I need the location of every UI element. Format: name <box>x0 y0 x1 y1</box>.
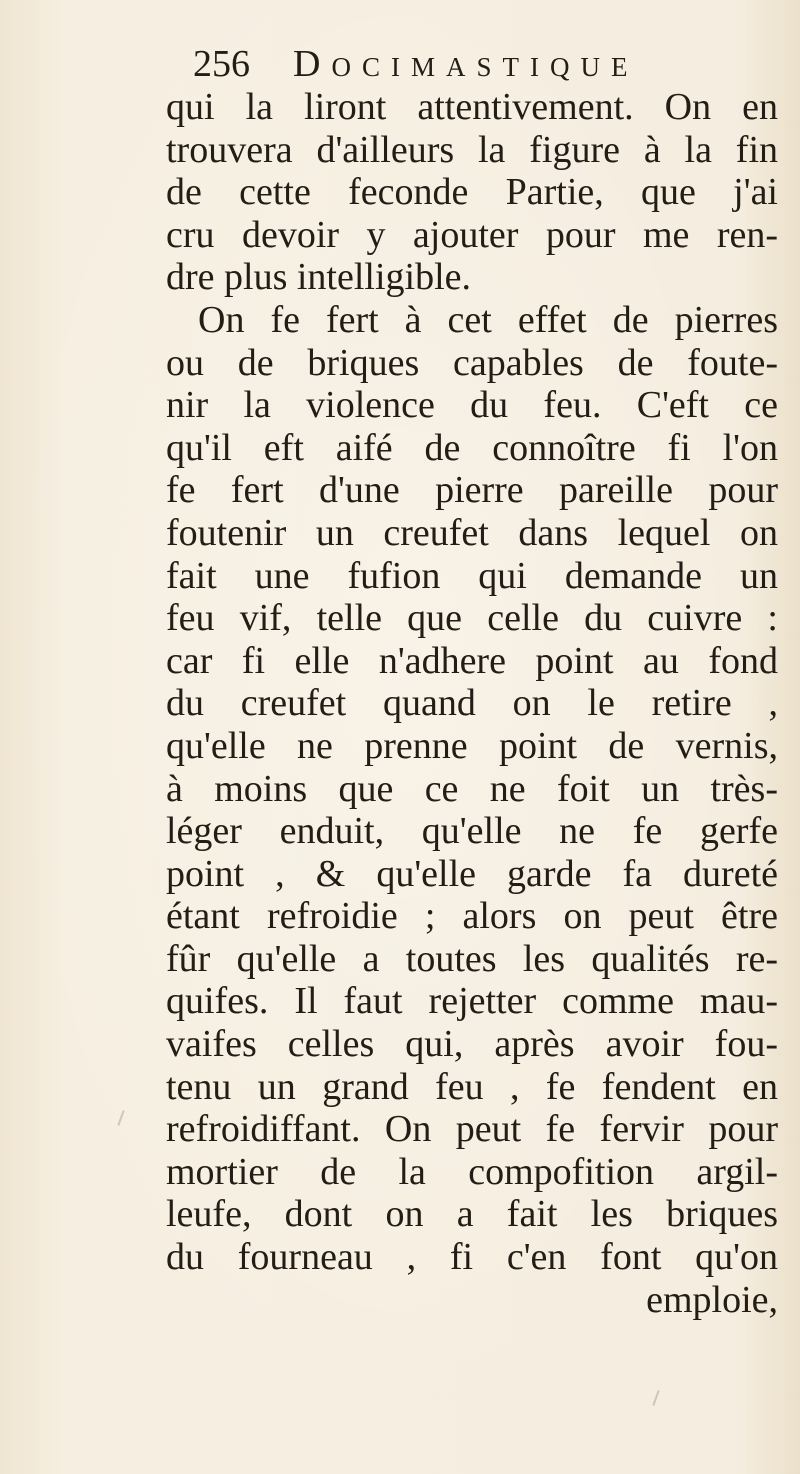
text-line: ou de briques capables de foute- <box>166 341 778 384</box>
text-line: fait une fufion qui demande un <box>166 554 778 597</box>
text-line: cru devoir y ajouter pour me ren- <box>166 213 778 256</box>
text-line: dre plus intelligible. <box>166 256 472 299</box>
text-line: foutenir un creufet dans lequel on <box>166 511 778 554</box>
text-line: tenu un grand feu , fe fendent en <box>166 1065 778 1108</box>
text-line: à moins que ce ne foit un très- <box>166 767 778 810</box>
text-line: du fourneau , fi c'en font qu'on <box>166 1236 778 1279</box>
text-line: trouvera d'ailleurs la figure à la fin <box>166 128 778 171</box>
text-line: vaifes celles qui, après avoir fou- <box>166 1023 778 1066</box>
paper-speck <box>652 1390 659 1406</box>
running-head: Docimastique <box>293 43 639 85</box>
text-line: fûr qu'elle a toutes les qualités re- <box>166 937 778 980</box>
text-line: étant refroidie ; alors on peut être <box>166 895 778 938</box>
text-line: qu'il eft aifé de connoître fi l'on <box>166 426 778 469</box>
catchword: emploie, <box>646 1278 778 1321</box>
text-line: de cette feconde Partie, que j'ai <box>166 171 778 214</box>
text-line: leufe, dont on a fait les briques <box>166 1193 778 1236</box>
text-line: car fi elle n'adhere point au fond <box>166 639 778 682</box>
paper-speck <box>117 1110 124 1126</box>
text-line: point , & qu'elle garde fa dureté <box>166 852 778 895</box>
text-line: On fe fert à cet effet de pierres <box>198 298 778 341</box>
text-line: qu'elle ne prenne point de vernis, <box>166 724 778 767</box>
text-line: feu vif, telle que celle du cuivre : <box>166 597 778 640</box>
text-line: refroidiffant. On peut fe fervir pour <box>166 1108 778 1151</box>
text-line: léger enduit, qu'elle ne fe gerfe <box>166 810 778 853</box>
text-line: quifes. Il faut rejetter comme mau- <box>166 980 778 1023</box>
page-number: 256 <box>193 43 250 85</box>
text-line: mortier de la compofition argil- <box>166 1150 778 1193</box>
body-text <box>166 86 778 1321</box>
page-header <box>193 38 778 90</box>
text-line: nir la violence du feu. C'eft ce <box>166 384 778 427</box>
text-line: du creufet quand on le retire , <box>166 682 778 725</box>
text-line: fe fert d'une pierre pareille pour <box>166 469 778 512</box>
text-line: qui la liront attentivement. On en <box>166 86 778 128</box>
